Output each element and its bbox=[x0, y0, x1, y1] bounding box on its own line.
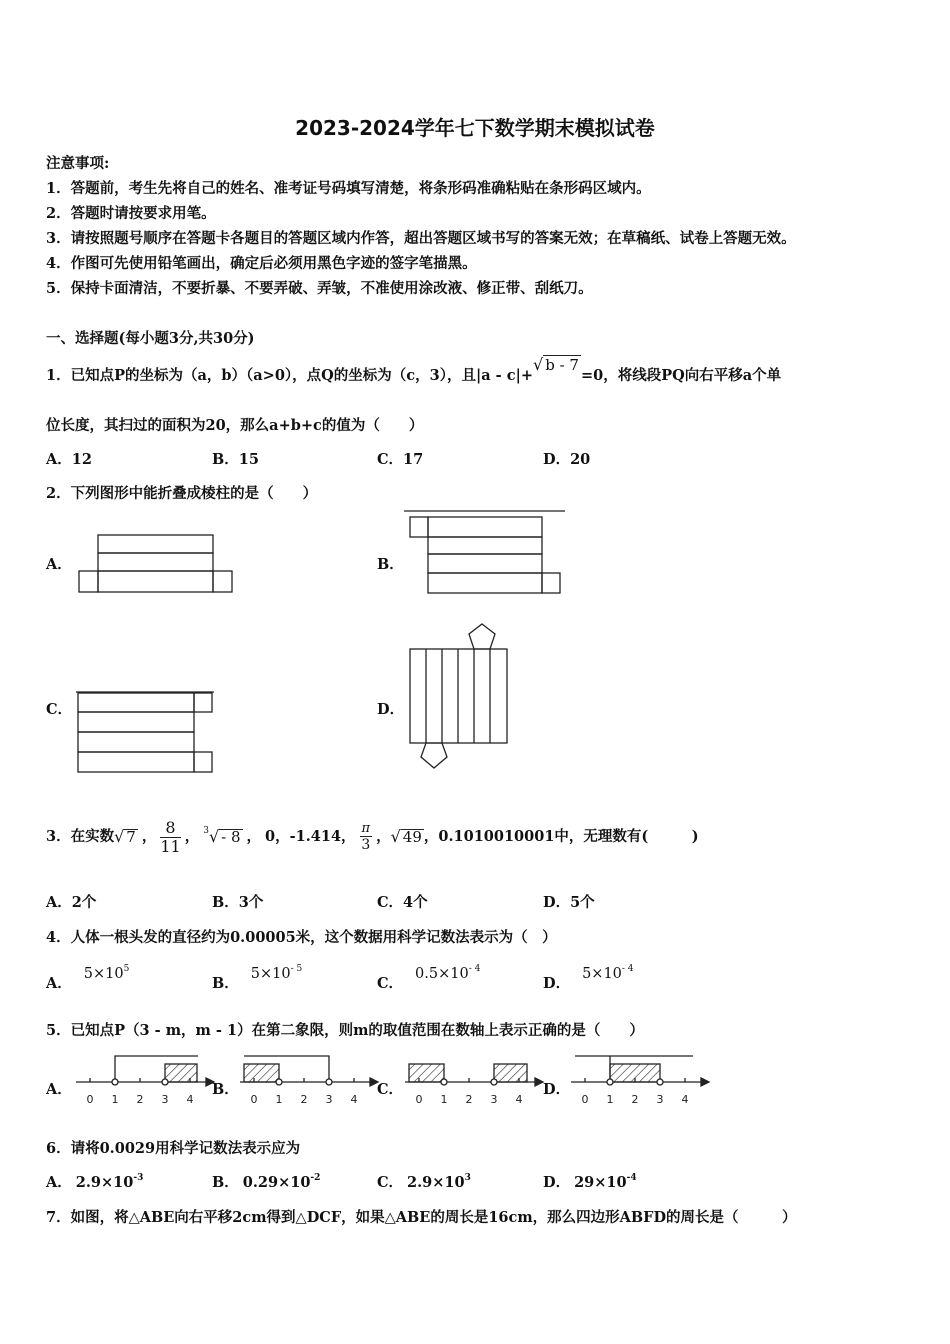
q1-part-a: 1．已知点P的坐标为（a，b）（a>0），点Q的坐标为（c，3），且|a - c|+ bbox=[46, 367, 533, 384]
tick-label: 3 bbox=[490, 1093, 498, 1106]
q3-plain: 0，-1.414， bbox=[265, 827, 356, 845]
q5-option-c[interactable]: C． bbox=[377, 1081, 404, 1098]
tick-label: 0 bbox=[250, 1093, 258, 1106]
q1-text: 1．已知点P的坐标为（a，b）（a>0），点Q的坐标为（c，3），且|a - c|+√ b - 7=0，将线段PQ向右平移a个单 bbox=[46, 355, 782, 384]
note-item: 3．请按照题号顺序在答题卡各题目的答题区域内作答，超出答题区域书写的答案无效；在草稿纸、试卷上答题无效。 bbox=[46, 230, 796, 247]
q1-radicand: b - 7 bbox=[545, 356, 579, 374]
q5-numberline-b bbox=[236, 1052, 381, 1108]
q3-option-a[interactable]: A．2个 bbox=[46, 894, 97, 911]
q1-option-c[interactable]: C．17 bbox=[377, 451, 424, 468]
tick-label: 1 bbox=[111, 1093, 119, 1106]
tick-label: 4 bbox=[515, 1093, 523, 1106]
note-item: 4．作图可先使用铅笔画出，确定后必须用黑色字迹的签字笔描黑。 bbox=[46, 255, 477, 272]
q3-cbrt-radicand: - 8 bbox=[221, 828, 241, 846]
q1-part-b: =0，将线段PQ向右平移a个单 bbox=[580, 367, 782, 384]
q6-option-a[interactable]: A． $2.9\times 10^{-3}$ bbox=[46, 1173, 144, 1191]
q5-option-d[interactable]: D． bbox=[543, 1081, 571, 1098]
q2-figure-c bbox=[74, 688, 219, 776]
q3-pi-fraction: $\frac{\pi}{3}$ bbox=[361, 821, 371, 853]
tick-label: 4 bbox=[186, 1093, 194, 1106]
q1-option-d[interactable]: D．20 bbox=[543, 451, 591, 468]
tick-label: 1 bbox=[440, 1093, 448, 1106]
q2-option-a[interactable]: A． bbox=[46, 556, 72, 573]
q5-text: 5．已知点P（3 - m，m - 1）在第二象限，则m的取值范围在数轴上表示正确的是（ ） bbox=[46, 1022, 644, 1039]
q5-option-a[interactable]: A． bbox=[46, 1081, 72, 1098]
q2-figure-a bbox=[75, 530, 240, 600]
tick-label: 3 bbox=[325, 1093, 333, 1106]
q4-option-b[interactable]: B．$5\times 10^{- 5}$ bbox=[212, 964, 303, 992]
q3-option-c[interactable]: C．4个 bbox=[377, 894, 428, 911]
page-title: 2023-2024学年七下数学期末模拟试卷 bbox=[295, 116, 655, 140]
q2-figure-d bbox=[404, 620, 519, 775]
tick-label: 2 bbox=[300, 1093, 308, 1106]
q3-fraction: $\frac{8}{11}$ bbox=[160, 817, 181, 856]
q1-option-a[interactable]: A．12 bbox=[46, 451, 92, 468]
q3-cbrt-index: 3 bbox=[203, 825, 209, 836]
q2-option-d[interactable]: D． bbox=[377, 701, 405, 718]
q2-option-c[interactable]: C． bbox=[46, 701, 73, 718]
notes-heading: 注意事项: bbox=[46, 155, 110, 172]
note-item: 5．保持卡面清洁，不要折暴、不要弄破、弄皱，不准使用涂改液、修正带、刮纸刀。 bbox=[46, 280, 593, 297]
tick-label: 1 bbox=[606, 1093, 614, 1106]
q2-text: 2．下列图形中能折叠成棱柱的是（ ） bbox=[46, 485, 318, 502]
q6-option-d[interactable]: D． $29\times 10^{-4}$ bbox=[543, 1173, 637, 1191]
tick-label: 0 bbox=[581, 1093, 589, 1106]
section-heading: 一、选择题(每小题3分,共30分) bbox=[46, 330, 255, 347]
q4-option-d[interactable]: D．$5\times 10^{- 4}$ bbox=[543, 964, 634, 992]
q4-text: 4．人体一根头发的直径约为0.00005米，这个数据用科学记数法表示为（ ） bbox=[46, 929, 557, 946]
q3-sqrt49: 49 bbox=[402, 828, 422, 846]
q6-option-c[interactable]: C． $2.9\times 10^3$ bbox=[377, 1173, 471, 1191]
q5-numberline-c bbox=[401, 1052, 546, 1108]
tick-label: 2 bbox=[631, 1093, 639, 1106]
q6-text: 6．请将0.0029用科学记数法表示应为 bbox=[46, 1140, 301, 1157]
tick-label: 3 bbox=[656, 1093, 664, 1106]
q5-numberline-d bbox=[567, 1052, 712, 1108]
q3-option-b[interactable]: B．3个 bbox=[212, 894, 264, 911]
q3-suffix: ，0.1010010001中，无理数有( ) bbox=[423, 827, 699, 845]
q7-text: 7．如图，将△ABE向右平移2cm得到△DCF，如果△ABE的周长是16cm，那么四边形ABFD的周长是（ ） bbox=[46, 1209, 797, 1226]
tick-label: 4 bbox=[681, 1093, 689, 1106]
q4-option-c[interactable]: C．$0.5\times 10^{- 4}$ bbox=[377, 964, 481, 992]
q3-prefix: 3．在实数 bbox=[46, 827, 115, 845]
q5-numberline-a bbox=[72, 1052, 217, 1108]
q1-option-b[interactable]: B．15 bbox=[212, 451, 259, 468]
q2-figure-b bbox=[402, 508, 572, 598]
q3-text: 3．在实数 √ 7 ， $\frac{8}{11}$ ， 3 √ - 8 ， 0，-1.414， $\frac{\pi}{3}$ ， √ 49 ，0.1010010001中，无理数有( ) bbox=[46, 817, 699, 856]
q1-line2: 位长度，其扫过的面积为20，那么a+b+c的值为（ ） bbox=[46, 417, 424, 434]
tick-label: 0 bbox=[415, 1093, 423, 1106]
note-item: 2．答题时请按要求用笔。 bbox=[46, 205, 216, 222]
tick-label: 0 bbox=[86, 1093, 94, 1106]
tick-label: 4 bbox=[350, 1093, 358, 1106]
q3-sqrt7: 7 bbox=[126, 828, 136, 846]
tick-label: 1 bbox=[275, 1093, 283, 1106]
tick-label: 2 bbox=[136, 1093, 144, 1106]
q2-option-b[interactable]: B． bbox=[377, 556, 404, 573]
tick-label: 3 bbox=[161, 1093, 169, 1106]
q3-option-d[interactable]: D．5个 bbox=[543, 894, 595, 911]
note-item: 1．答题前，考生先将自己的姓名、准考证号码填写清楚，将条形码准确粘贴在条形码区域内。 bbox=[46, 180, 651, 197]
q4-option-a[interactable]: A．$5\times 10^5$ bbox=[46, 964, 130, 992]
q5-option-b[interactable]: B． bbox=[212, 1081, 239, 1098]
q6-option-b[interactable]: B． $0.29\times 10^{-2}$ bbox=[212, 1173, 321, 1191]
tick-label: 2 bbox=[465, 1093, 473, 1106]
